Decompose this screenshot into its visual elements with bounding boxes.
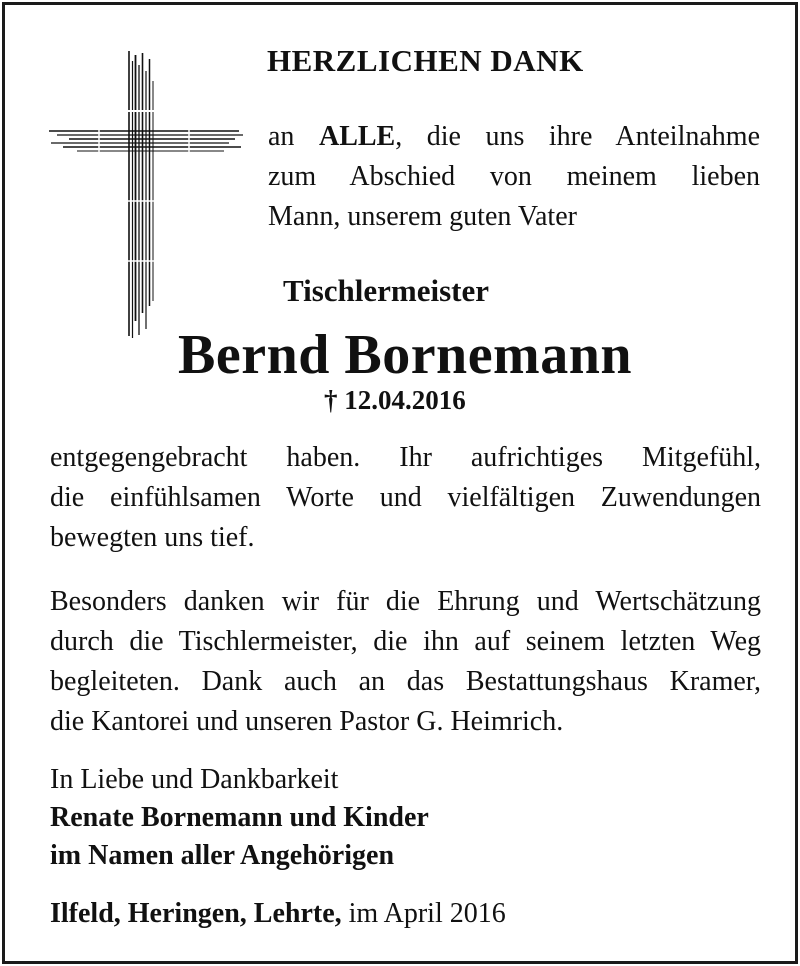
- place-date: [50, 898, 506, 930]
- intro-emphasis: ALLE: [318, 121, 396, 152]
- intro-prefix: an: [268, 121, 295, 152]
- cross-icon: [49, 51, 245, 341]
- deceased-name: Bernd Bornemann: [178, 324, 632, 386]
- paragraph-1-line: die einfühlsamen Worte und vielfältigen Zuwendungen: [50, 482, 761, 513]
- signature-block: [50, 761, 429, 875]
- paragraph-2-line: durch die Tischlermeister, die ihn auf seinem letzten Weg: [50, 626, 761, 657]
- paragraph-2: [50, 582, 761, 742]
- death-date: † 12.04.2016: [324, 385, 466, 415]
- paragraph-2-line: begleiteten. Dank auch an das Bestattungshaus Kramer,: [50, 666, 761, 697]
- deceased-profession: Tischlermeister: [283, 273, 490, 308]
- intro-line-3: Mann, unserem guten Vater: [268, 201, 577, 232]
- paragraph-1-line: entgegengebracht haben. Ihr aufrichtiges Mitgefühl,: [50, 442, 761, 473]
- place-date-text: im April 2016: [348, 898, 506, 929]
- paragraph-2-line: die Kantorei und unseren Pastor G. Heimrich.: [50, 706, 564, 737]
- intro-line-1-rest: , die uns ihre Anteilnahme: [395, 121, 761, 152]
- signature-family: im Namen aller Angehörigen: [50, 840, 395, 871]
- place-towns: Ilfeld, Heringen, Lehrte,: [50, 898, 342, 929]
- obituary-frame: [2, 2, 798, 964]
- intro-line-1: [268, 117, 760, 157]
- paragraph-1-line: bewegten uns tief.: [50, 522, 255, 553]
- paragraph-2-line: Besonders danken wir für die Ehrung und Wertschätzung: [50, 586, 761, 617]
- intro-line-2: zum Abschied von meinem lieben: [268, 161, 760, 192]
- signature-names: Renate Bornemann und Kinder: [50, 802, 429, 833]
- paragraph-1: [50, 438, 761, 558]
- heading: HERZLICHEN DANK: [267, 43, 584, 78]
- closing-line: In Liebe und Dankbarkeit: [50, 764, 339, 795]
- intro-text: [268, 117, 760, 237]
